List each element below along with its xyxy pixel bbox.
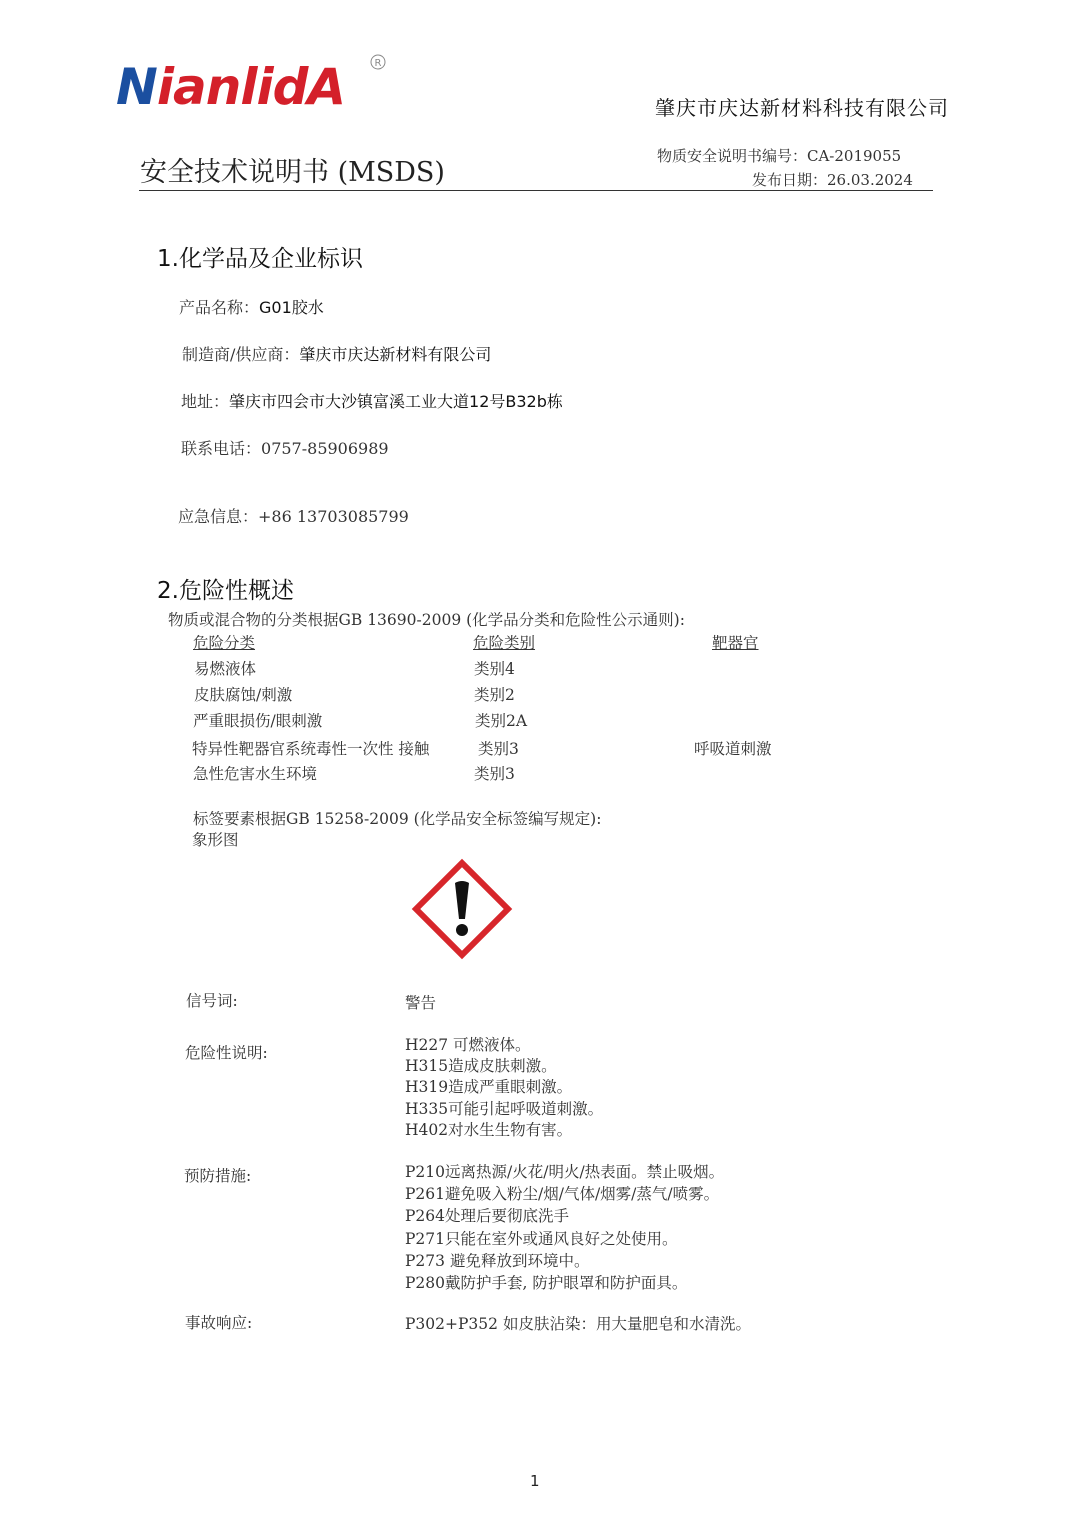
table-header-class: 危险分类 xyxy=(193,634,256,652)
prevention-label: 预防措施: xyxy=(184,1167,252,1185)
document-title: 安全技术说明书 (MSDS) xyxy=(140,157,445,188)
hazard-statement: H335可能引起呼吸道刺激。 xyxy=(405,1100,604,1118)
hazard-statement: H227 可燃液体。 xyxy=(405,1036,531,1054)
company-name: 肇庆市庆达新材料科技有限公司 xyxy=(655,96,949,120)
section-1-heading: 1.化学品及企业标识 xyxy=(157,246,363,272)
prevention-statement: P271只能在室外或通风良好之处使用。 xyxy=(405,1230,678,1248)
hazard-class-cell: 皮肤腐蚀/刺激 xyxy=(194,686,293,704)
product-name-label: 产品名称： xyxy=(179,298,260,317)
signal-word-value: 警告 xyxy=(405,994,437,1012)
page-number: 1 xyxy=(530,1472,540,1490)
hazard-category-cell: 类别3 xyxy=(478,740,519,758)
hazard-category-cell: 类别2 xyxy=(474,686,515,704)
response-statement: P302+P352 如皮肤沾染：用大量肥皂和水清洗。 xyxy=(405,1315,751,1333)
issue-date: 发布日期：26.03.2024 xyxy=(752,171,913,189)
label-elements-intro: 标签要素根据GB 15258-2009 (化学品安全标签编写规定): xyxy=(193,810,602,828)
manufacturer-row xyxy=(182,342,491,365)
logo-text: NianlidA xyxy=(116,58,346,116)
table-header-organ: 靶器官 xyxy=(712,634,759,652)
hazard-class-cell: 急性危害水生环境 xyxy=(193,765,318,783)
hazard-category-cell: 类别3 xyxy=(474,765,515,783)
company-logo xyxy=(116,52,406,116)
prevention-statement: P264处理后要彻底洗手 xyxy=(405,1207,570,1225)
emergency-value: +86 13703085799 xyxy=(258,507,409,526)
phone-value: 0757-85906989 xyxy=(261,439,389,458)
response-label: 事故响应: xyxy=(185,1314,253,1332)
signal-word-label: 信号词: xyxy=(186,992,238,1010)
address-label: 地址： xyxy=(181,392,230,411)
hazard-class-cell: 易燃液体 xyxy=(194,660,257,678)
registered-mark: R xyxy=(374,58,382,69)
address-row xyxy=(181,389,563,412)
emergency-row xyxy=(178,504,409,527)
hazard-statement: H319造成严重眼刺激。 xyxy=(405,1078,573,1096)
hazard-class-cell: 特异性靶器官系统毒性一次性 接触 xyxy=(192,740,430,758)
target-organ-cell: 呼吸道刺激 xyxy=(694,740,772,758)
pictogram-label: 象形图 xyxy=(192,831,239,849)
prevention-statement: P210远离热源/火花/明火/热表面。禁止吸烟。 xyxy=(405,1163,725,1181)
hazard-statement: H315造成皮肤刺激。 xyxy=(405,1057,557,1075)
hazard-statements-label: 危险性说明: xyxy=(185,1044,268,1062)
prevention-statement: P280戴防护手套, 防护眼罩和防护面具。 xyxy=(405,1274,688,1292)
table-header-category: 危险类别 xyxy=(473,634,536,652)
section-2-heading: 2.危险性概述 xyxy=(157,578,294,604)
emergency-label: 应急信息： xyxy=(178,507,259,526)
manufacturer-label: 制造商/供应商： xyxy=(182,345,300,364)
hazard-class-cell: 严重眼损伤/眼刺激 xyxy=(193,712,323,730)
hazard-category-cell: 类别2A xyxy=(475,712,528,730)
exclamation-mark-icon xyxy=(410,857,514,961)
hazard-category-cell: 类别4 xyxy=(474,660,515,678)
prevention-statement: P273 避免释放到环境中。 xyxy=(405,1252,590,1270)
address-value: 肇庆市四会市大沙镇富溪工业大道12号B32b栋 xyxy=(229,392,563,411)
classification-intro: 物质或混合物的分类根据GB 13690-2009 (化学品分类和危险性公示通则): xyxy=(168,611,685,629)
product-name-row xyxy=(179,295,324,318)
manufacturer-value: 肇庆市庆达新材料有限公司 xyxy=(299,345,492,364)
product-name-value: G01胶水 xyxy=(259,298,324,317)
prevention-statement: P261避免吸入粉尘/烟/气体/烟雾/蒸气/喷雾。 xyxy=(405,1185,720,1203)
phone-label: 联系电话： xyxy=(181,439,262,458)
header-divider xyxy=(139,190,933,191)
hazard-statement: H402对水生生物有害。 xyxy=(405,1121,573,1139)
msds-number: 物质安全说明书编号：CA-2019055 xyxy=(657,147,902,165)
phone-row xyxy=(181,436,389,459)
